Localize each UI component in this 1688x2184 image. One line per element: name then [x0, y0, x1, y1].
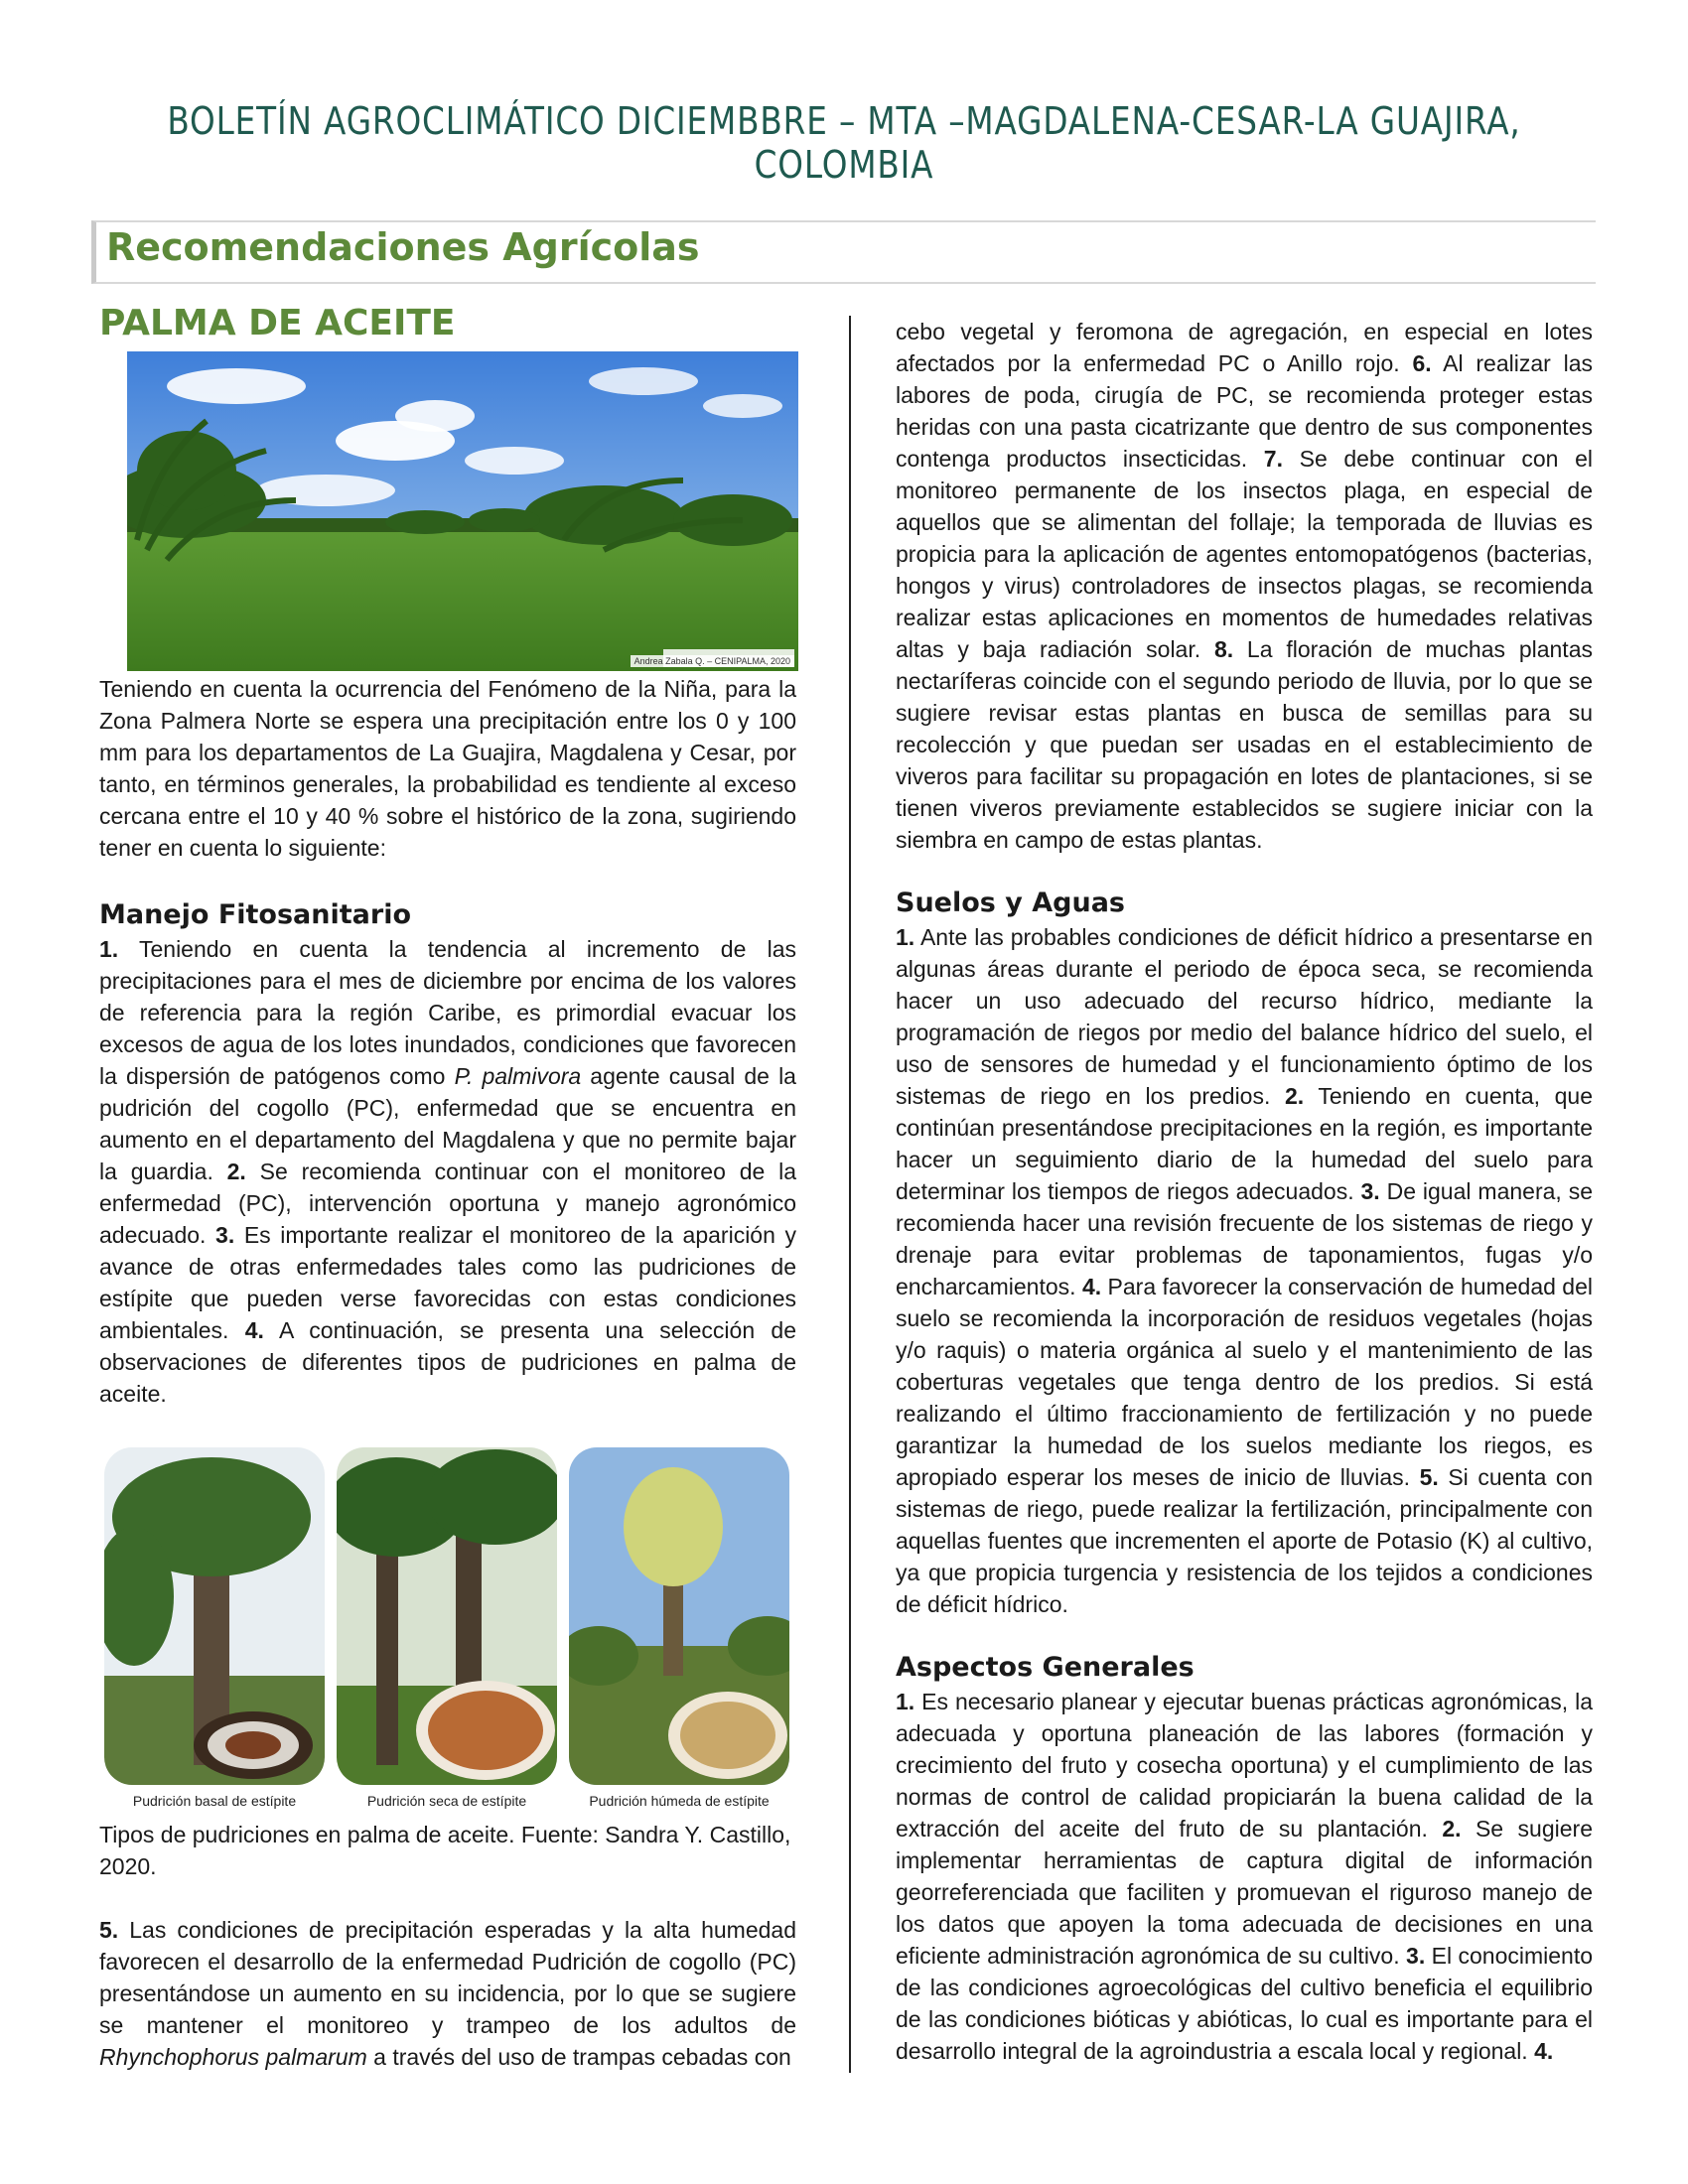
item-number: 1. — [896, 924, 915, 950]
item-number: 2. — [1284, 1083, 1305, 1109]
section-title: Recomendaciones Agrícolas — [106, 225, 700, 269]
cont-text-6: Al realizar las labores de poda, cirugía de PC, se recomienda proteger estas heridas con una pasta cicatrizante que dentro de sus componentes contenga productos insecticidas. — [896, 350, 1593, 472]
item-number: 6. — [1412, 350, 1432, 376]
item-number: 4. — [1081, 1274, 1102, 1299]
rot-caption: Pudrición húmeda de estípite — [589, 1793, 770, 1809]
item-number: 8. — [1213, 636, 1234, 662]
item-number: 2. — [226, 1159, 246, 1184]
figure-caption — [99, 1819, 796, 1882]
suelos-heading: Suelos y Aguas — [896, 887, 1125, 918]
item-number: 1. — [896, 1689, 915, 1714]
bulletin-header: BOLETÍN AGROCLIMÁTICO DICIEMBBRE – MTA –MAGDALENA-CESAR-LA GUAJIRA, COLOMBIA — [167, 99, 1521, 187]
manejo-text-4: A continuación, se presenta una selección de observaciones de diferentes tipos de pudriciones en palma de aceite. — [99, 1317, 796, 1407]
palm-plantation-illustration — [127, 351, 798, 671]
suelos-paragraph — [896, 921, 1593, 1620]
pathogen-name: P. palmivora — [454, 1063, 582, 1089]
aspectos-text-2: Se sugiere implementar herramientas de captura digital de información georreferenciada que faciliten y promuevan el riguroso manejo de los datos que apoyen la toma adecuada de decisiones en una eficiente administración agronómica de su cultivo. — [896, 1816, 1593, 1969]
rot-caption: Pudrición basal de estípite — [132, 1793, 297, 1809]
insect-name: Rhynchophorus palmarum — [99, 2044, 367, 2070]
manejo-text-1b: agente causal de la pudrición del cogollo (PC), enfermedad que se encuentra en aumento en el departamento del Magdalena y que no permite bajar la guardia. — [99, 1063, 796, 1184]
item-number: 2. — [1442, 1816, 1462, 1842]
intro-text: Teniendo en cuenta la ocurrencia del Fenómeno de la Niña, para la Zona Palmera Norte se espera una precipitación entre los 0 y 100 mm para los departamentos de La Guajira, Magdalena y Cesar, por tanto, en términos generales, la probabilidad es tendiente al exceso cercana entre el 10 y 40 % sobre el histórico de la zona, sugiriendo tener en cuenta lo siguiente: — [99, 676, 796, 861]
manejo-text-2: Se recomienda continuar con el monitoreo de la enfermedad (PC), intervención oportuna y manejo agronómico adecuado. — [99, 1159, 796, 1248]
item-number: 7. — [1263, 446, 1283, 472]
cont-text-5: cebo vegetal y feromona de agregación, en especial en lotes afectados por la enfermedad PC o Anillo rojo. — [896, 319, 1593, 376]
palm-plantation-photo — [127, 351, 798, 671]
basal-rot-photo — [104, 1447, 325, 1785]
rot-figure-wet — [564, 1447, 794, 1809]
suelos-text-2: Teniendo en cuenta, que continúan presentándose precipitaciones en la región, es importante hacer un seguimiento diario de la humedad del suelo para determinar los tiempos de riegos adecuados. — [896, 1083, 1593, 1204]
left-column — [99, 303, 796, 2073]
item-number: 5. — [99, 1917, 119, 1943]
manejo-paragraph — [99, 933, 796, 1410]
manejo-text-1a: Teniendo en cuenta la tendencia al incremento de las precipitaciones para el mes de diciembre por encima de los valores de referencia para la región Caribe, es primordial evacuar los excesos de agua de los lotes inundados, condiciones que favorecen la dispersión de patógenos como — [99, 936, 796, 1089]
item-number: 4. — [1534, 2038, 1554, 2064]
intro-paragraph — [99, 673, 796, 864]
item-number: 5. — [1419, 1464, 1439, 1490]
crop-title: PALMA DE ACEITE — [99, 303, 456, 343]
item-number: 3. — [1360, 1178, 1380, 1204]
aspectos-heading: Aspectos Generales — [896, 1652, 1195, 1683]
suelos-text-4: Para favorecer la conservación de humedad del suelo se recomienda la incorporación de residuos vegetales (hojas y/o raquis) o materia orgánica al suelo y el mantenimiento de las coberturas vegetales que tenga dentro de los predios. Si está realizando el último fraccionamiento de fertilización y no puede garantizar la humedad de los suelos mediante los riegos, es apropiado esperar los meses de inicio de lluvias. — [896, 1274, 1594, 1490]
aspectos-text-3: El conocimiento de las condiciones agroecológicas del cultivo beneficia el equilibrio de las condiciones bióticas y abióticas, lo cual es importante para el desarrollo integral de la agroindustria a escala local y regional. — [896, 1943, 1593, 2064]
section-bar — [91, 220, 1596, 284]
suelos-text-5: Si cuenta con sistemas de riego, puede realizar la fertilización, principalmente con aquellas fuentes que incrementen el aporte de Potasio (K) al cultivo, ya que propicia turgencia y resistencia de los tejidos a condiciones de déficit hídrico. — [896, 1464, 1593, 1617]
item-number: 3. — [1406, 1943, 1426, 1969]
manejo-text-3: Es importante realizar el monitoreo de la aparición y avance de otras enfermedades tales como las pudriciones de estípite que pueden verse favorecidas con estas condiciones ambientales. — [99, 1222, 796, 1343]
suelos-text-3: De igual manera, se recomienda hacer una revisión frecuente de los sistemas de riego y drenaje para evitar problemas de taponamientos, fugas y/o encharcamientos. — [896, 1178, 1593, 1299]
item5-paragraph — [99, 1914, 796, 2073]
item-number: 3. — [215, 1222, 235, 1248]
suelos-text-1: Ante las probables condiciones de déficit hídrico a presentarse en algunas áreas durante el periodo de época seca, se recomienda hacer un uso adecuado del recurso hídrico, mediante la programación de riegos por medio del balance hídrico del suelo, el uso de sensores de humedad y el funcionamiento óptimo de los sistemas de riego en los predios. — [896, 924, 1593, 1109]
rot-caption: Pudrición seca de estípite — [366, 1793, 527, 1809]
manejo-heading: Manejo Fitosanitario — [99, 899, 411, 930]
rot-types-figure — [99, 1447, 794, 1809]
column-divider — [849, 316, 851, 2073]
rot-figure-dry — [332, 1447, 562, 1809]
wet-rot-photo — [569, 1447, 789, 1785]
photo-credit: Andrea Zabala Q. – CENIPALMA, 2020 — [631, 655, 794, 667]
rot-figure-basal — [99, 1447, 330, 1809]
right-column — [896, 316, 1593, 2067]
item-number: 4. — [244, 1317, 264, 1343]
item5-text-a: Las condiciones de precipitación esperadas y la alta humedad favorecen el desarrollo de la enfermedad Pudrición de cogollo (PC) presentándose un aumento en su incidencia, por lo que se sugiere se mantener el monitoreo y trampeo de los adultos de — [99, 1917, 796, 2038]
item-number: 1. — [99, 936, 119, 962]
dry-rot-photo — [337, 1447, 557, 1785]
cont-text-8: La floración de muchas plantas nectaríferas coincide con el segundo periodo de lluvia, por lo que se sugiere revisar estas plantas en busca de semillas para su recolección y que puedan ser usadas en el establecimiento de viveros para facilitar su propagación en lotes de plantaciones, si se tienen viveros previamente establecidos se sugiere iniciar con la siembra en campo de estas plantas. — [896, 636, 1593, 853]
continuation-paragraph — [896, 316, 1593, 856]
cont-text-7: Se debe continuar con el monitoreo permanente de los insectos plaga, en especial de aquellos que se alimentan del follaje; la temporada de lluvias es propicia para la aplicación de agentes entomopatógenos (bacterias, hongos y virus) controladores de insectos plagas, se recomienda realizar estas aplicaciones en momentos de humedades relativas altas y baja radiación solar. — [896, 446, 1593, 662]
aspectos-text-1: Es necesario planear y ejecutar buenas prácticas agronómicas, la adecuada y oportuna planeación de las labores (formación y crecimiento del fruto y cosecha oportuna) y el cumplimiento de las normas de control de calidad propiciarán la buena calidad de la extracción del aceite del fruto de su plantación. — [896, 1689, 1593, 1842]
aspectos-paragraph — [896, 1686, 1593, 2067]
item5-text-b: a través del uso de trampas cebadas con — [366, 2044, 791, 2070]
figure-caption-text: Tipos de pudriciones en palma de aceite. Fuente: Sandra Y. Castillo, 2020. — [99, 1822, 791, 1879]
